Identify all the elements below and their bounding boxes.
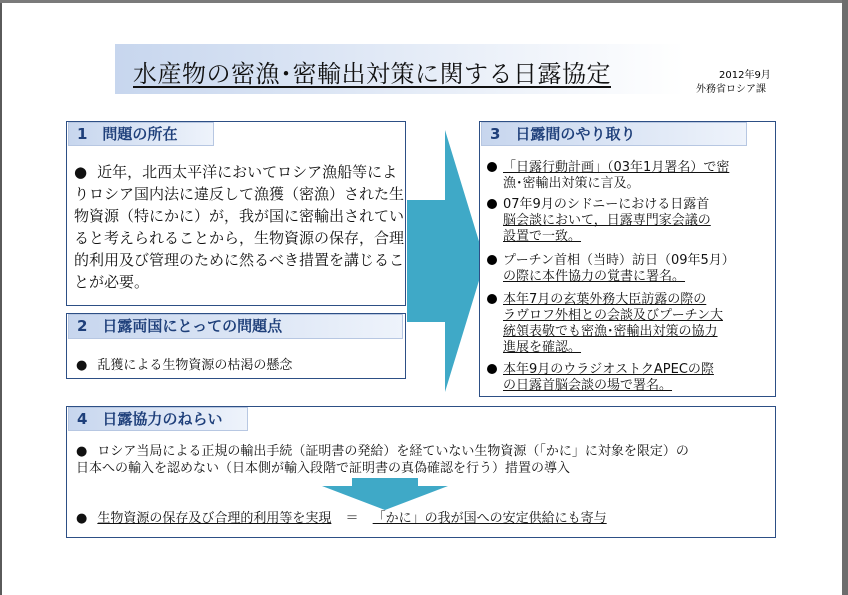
- document-date: 2012年9月: [719, 70, 771, 81]
- bullet-icon: [487, 294, 497, 304]
- bullet-icon: [487, 162, 497, 172]
- section3-item: 「日露行動計画」（03年1月署名）で密 漁･密輸出対策に言及。: [487, 160, 769, 192]
- section3-heading: 3 日露間のやり取り: [481, 122, 747, 146]
- section4-result: ● 生物資源の保存及び合理的利用等を実現 ＝ 「かに」の我が国への安定供給にも寄与: [76, 511, 607, 526]
- bullet-icon: ●: [76, 511, 88, 526]
- bullet-icon: [487, 364, 497, 374]
- down-arrow-icon: [322, 478, 448, 510]
- title-banner: [115, 44, 685, 94]
- page-title: 水産物の密漁･密輸出対策に関する日露協定: [133, 60, 611, 88]
- section1-body: [74, 161, 404, 293]
- document-department: 外務省ロシア課: [696, 84, 766, 95]
- section3-item: 07年9月のシドニーにおける日露首 脳会談において，日露専門家会議の 設置で一致。: [487, 197, 769, 245]
- section4-text-cont: 日本への輸入を認めない（日本側が輸入段階で証明書の真偽確認を行う）措置の導入: [76, 461, 571, 476]
- section1-heading: 1 問題の所在: [68, 122, 214, 146]
- section1-text: 近年，北西太平洋においてロシア漁船等によりロシア国内法に違反して漁獲（密漁）された生物資源（特にかに）が，我が国に密輸出されていると考えられることから，生物資源の保存，合理的利用及び管理のために然るべき措置を講じることが必要。: [74, 163, 405, 291]
- bullet-icon: ●: [74, 163, 88, 181]
- section4-text: ● ロシア当局による正規の輸出手続（証明書の発給）を経ていない生物資源（「かに」に対象を限定）の: [76, 444, 689, 459]
- bullet-icon: [487, 255, 497, 265]
- bullet-icon: [487, 199, 497, 209]
- section4-heading: 4 日露協力のねらい: [68, 407, 248, 431]
- section2-text: 乱獲による生物資源の枯渇の懸念: [97, 358, 293, 373]
- right-arrow-icon: [407, 130, 487, 392]
- section2-heading: 2 日露両国にとっての問題点: [68, 314, 403, 339]
- bullet-icon: ●: [76, 358, 88, 373]
- bullet-icon: ●: [76, 444, 88, 459]
- section3-item: プーチン首相（当時）訪日（09年5月） の際に本件協力の覚書に署名。: [487, 253, 769, 285]
- window-right-border: [842, 0, 848, 595]
- section3-item: 本年7月の玄葉外務大臣訪露の際の ラヴロフ外相との会談及びプーチン大 統領表敬でも密漁･密輸出対策の協力 進展を確認。: [487, 292, 769, 356]
- section3-item: 本年9月のウラジオストクAPECの際 の日露首脳会談の場で署名。: [487, 362, 769, 394]
- section2-body: [76, 354, 292, 373]
